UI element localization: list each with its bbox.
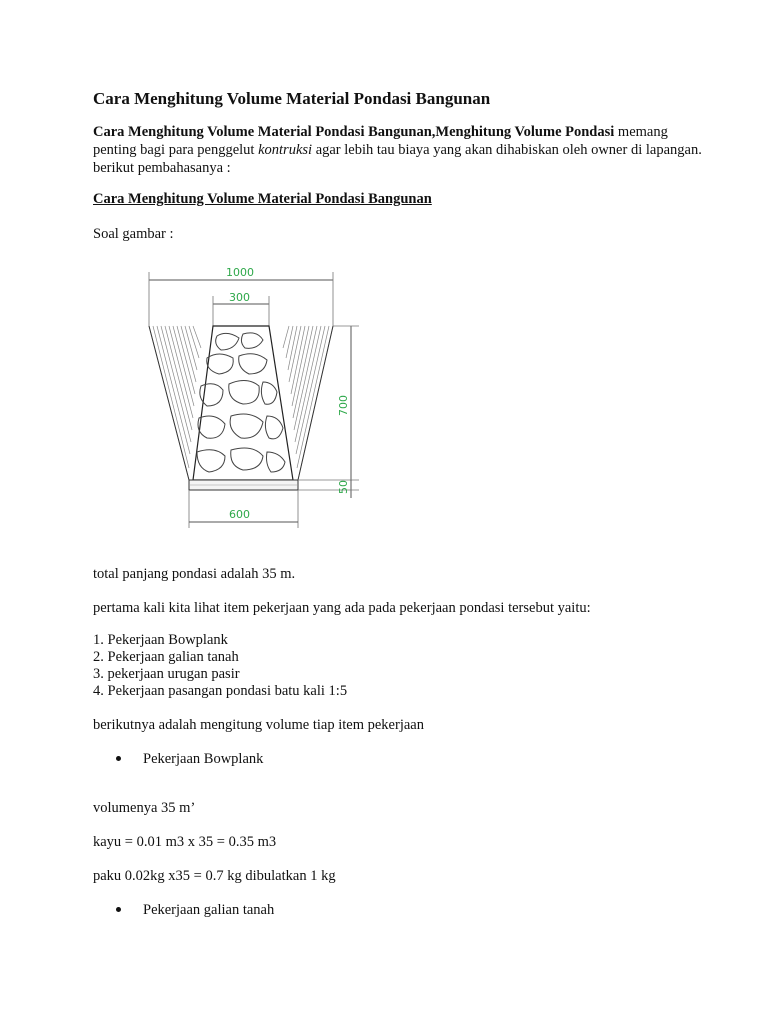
intro-italic-text: kontruksi	[258, 142, 313, 158]
hatch-right	[283, 326, 333, 480]
calculation-intro: berikutnya adalah mengitung volume tiap item pekerjaan	[93, 717, 424, 733]
total-length-text: total panjang pondasi adalah 35 m.	[93, 566, 296, 582]
work-items-list	[93, 632, 347, 700]
bullet-dot-icon	[116, 756, 121, 761]
intro-paragraph	[93, 123, 713, 177]
kayu-text: kayu = 0.01 m3 x 35 = 0.35 m3	[93, 834, 277, 850]
bullet-galian-label: Pekerjaan galian tanah	[143, 902, 275, 918]
list-item: 1. Pekerjaan Bowplank	[93, 632, 228, 648]
page-title: Cara Menghitung Volume Material Pondasi Bangunan	[93, 89, 491, 108]
intro-bold-text: Cara Menghitung Volume Material Pondasi Bangunan,Menghitung Volume Pondasi	[93, 124, 615, 140]
dim-label-sand: 50	[337, 480, 350, 494]
volume-text: volumenya 35 m’	[93, 800, 196, 816]
work-items-intro: pertama kali kita lihat item pekerjaan yang ada pada pekerjaan pondasi tersebut yaitu:	[93, 600, 591, 616]
stone-foundation	[193, 326, 293, 480]
bullet-dot-icon	[116, 907, 121, 912]
dim-label-top: 1000	[226, 266, 254, 279]
section-subheading: Cara Menghitung Volume Material Pondasi Bangunan	[93, 191, 432, 207]
intro-text-after: agar lebih tau biaya yang akan dihabiskan oleh owner di lapangan. berikut pembahasanya :	[93, 142, 702, 176]
bullet-galian	[116, 902, 274, 919]
list-item: 2. Pekerjaan galian tanah	[93, 649, 239, 665]
dim-label-bottom: 600	[229, 508, 250, 521]
foundation-figure	[93, 258, 383, 533]
bullet-bowplank	[116, 751, 263, 768]
intro-text-before: memang penting bagi para penggelut	[93, 124, 668, 158]
hatch-left	[149, 326, 201, 480]
paku-text: paku 0.02kg x35 = 0.7 kg dibulatkan 1 kg	[93, 868, 336, 884]
bullet-bowplank-label: Pekerjaan Bowplank	[143, 751, 264, 767]
dim-label-inner: 300	[229, 291, 250, 304]
list-item: 4. Pekerjaan pasangan pondasi batu kali 1:5	[93, 683, 348, 699]
list-item: 3. pekerjaan urugan pasir	[93, 666, 240, 682]
soal-label: Soal gambar :	[93, 226, 174, 242]
dim-label-height: 700	[337, 395, 350, 416]
